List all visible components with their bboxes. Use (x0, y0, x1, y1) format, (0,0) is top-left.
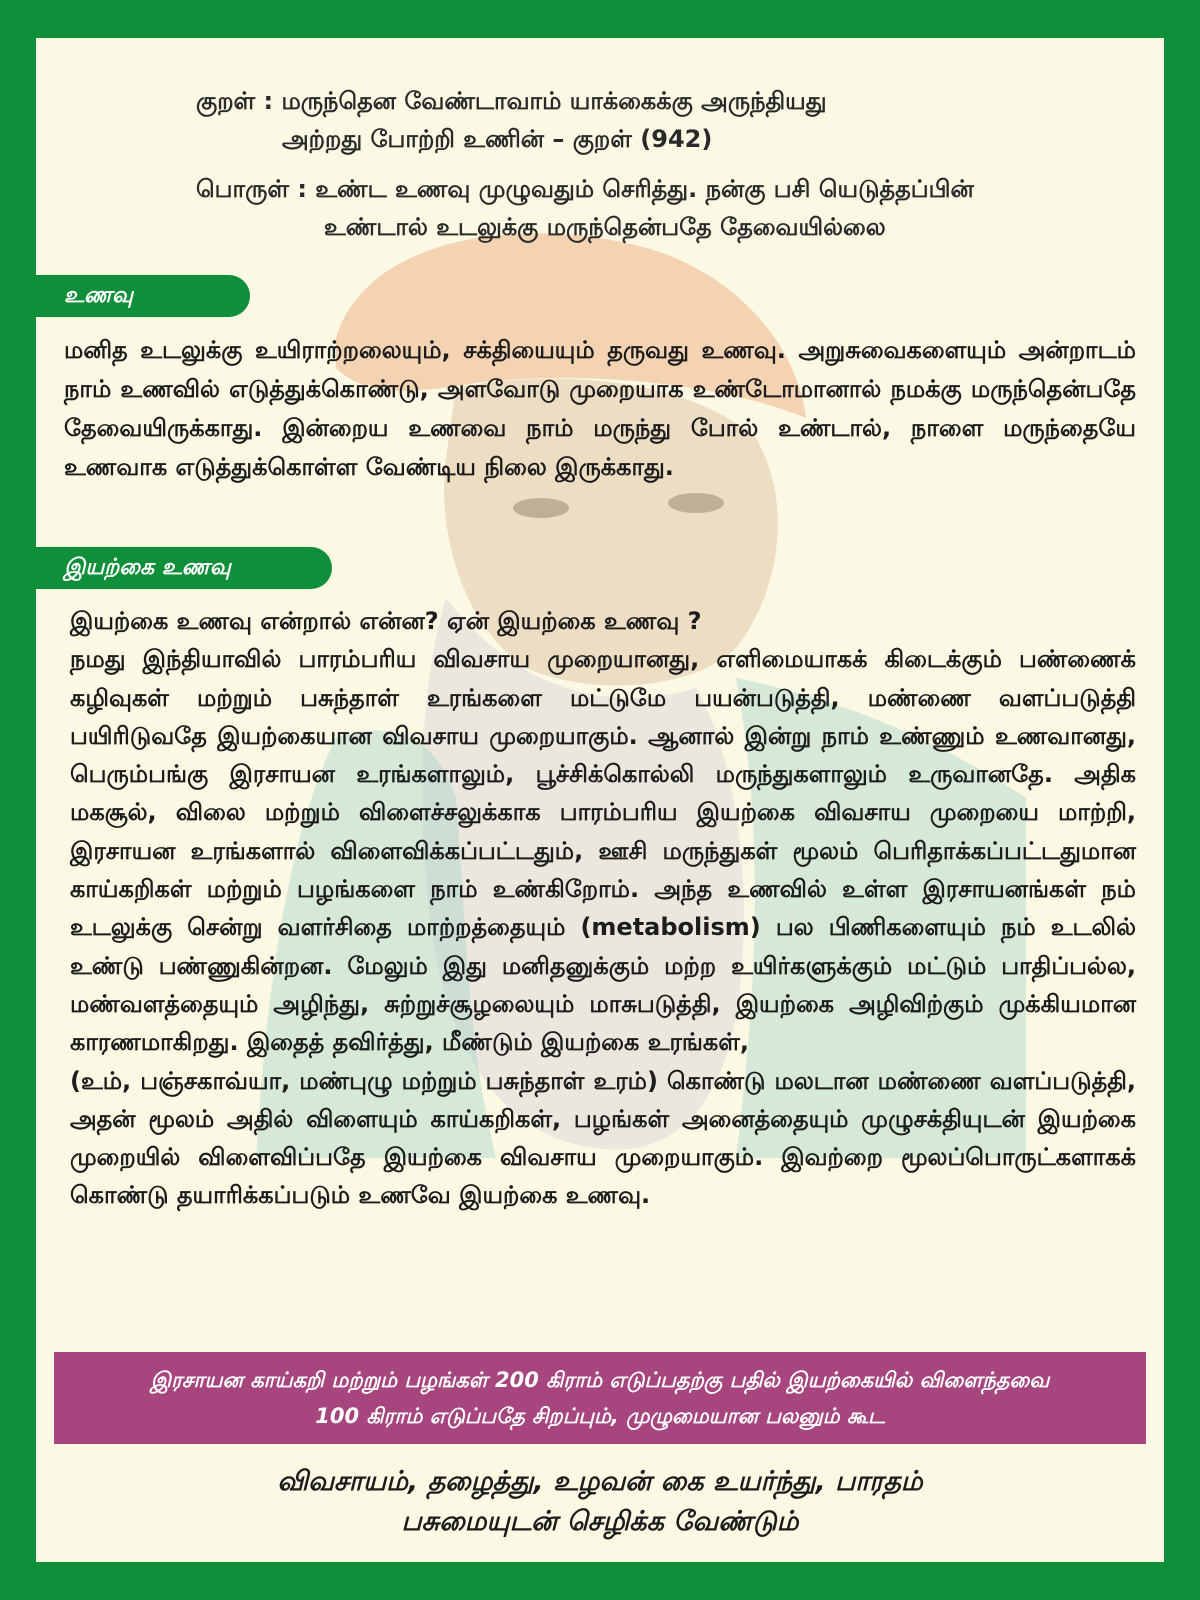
right-eye (668, 493, 724, 513)
kural-line-1: குறள் : மருந்தென வேண்டாவாம் யாக்கைக்கு அருந்தியது (196, 87, 827, 115)
section-tab-food: உணவு (36, 275, 250, 317)
porul-line-2: உண்டால் உடலுக்கு மருந்தென்பதே தேவையில்லை (324, 213, 886, 241)
left-eye (513, 498, 569, 518)
kural-verse (196, 82, 956, 158)
banner-line-2: 100 கிராம் எடுப்பதே சிறப்பும், முழுமையான பலனும் கூட (315, 1404, 885, 1428)
porul-meaning (196, 170, 1096, 246)
porul-line-1: பொருள் : உண்ட உணவு முழுவதும் செரித்து. நன்கு பசி யெடுத்தப்பின் (196, 175, 974, 203)
highlight-banner (54, 1352, 1146, 1444)
footer-line-2: பசுமையுடன் செழிக்க வேண்டும் (401, 1506, 799, 1537)
banner-line-1: இரசாயன காய்கறி மற்றும் பழங்கள் 200 கிராம் எடுப்பதற்கு பதில் இயற்கையில் விளைந்தவை (150, 1368, 1050, 1392)
natural-food-question: இயற்கை உணவு என்றால் என்ன? ஏன் இயற்கை உணவு ? (70, 607, 702, 635)
footer-line-1: விவசாயம், தழைத்து, உழவன் கை உயர்ந்து, பாரதம் (277, 1466, 923, 1497)
footer-slogan (36, 1462, 1164, 1542)
natural-food-paragraph (70, 602, 1136, 1215)
natural-food-body: நமது இந்தியாவில் பாரம்பரிய விவசாய முறையானது, எளிமையாகக் கிடைக்கும் பண்ணைக் கழிவுகள் மற்றும் பசுந்தாள் உரங்களை மட்டுமே பயன்படுத்தி, மண்ணை வளப்படுத்தி பயிரிடுவதே இயற்கையான விவசாய முறையாகும். ஆனால் இன்று நாம் உண்ணும் உணவானது, பெரும்பங்கு இரசாயன உரங்களாலும், பூச்சிக்கொல்லி மருந்துகளாலும் உருவானதே. அதிக மகசூல், விலை மற்றும் விளைச்சலுக்காக பாரம்பரிய இயற்கை விவசாய முறையை மாற்றி, இரசாயன உரங்களால் விளைவிக்கப்பட்டதும், ஊசி மருந்துகள் மூலம் பெரிதாக்கப்பட்டதுமான காய்கறிகள் மற்றும் பழங்களை நாம் உண்கிறோம். அந்த உணவில் உள்ள இரசாயனங்கள் நம் உடலுக்கு சென்று வளர்சிதை மாற்றத்தையும் (metabolism) பல பிணிகளையும் நம் உடலில் உண்டு பண்ணுகின்றன. மேலும் இது மனிதனுக்கும் மற்ற உயிர்களுக்கும் மட்டும் பாதிப்பல்ல, மண்வளத்தையும் அழிந்து, சுற்றுச்சூழலையும் மாசுபடுத்தி, இயற்கை அழிவிற்கும் முக்கியமான காரணமாகிறது. இதைத் தவிர்த்து, மீண்டும் இயற்கை உரங்கள், (70, 645, 1136, 1057)
page-content-area (36, 38, 1164, 1562)
natural-food-body-2: (உம், பஞ்சகாவ்யா, மண்புழு மற்றும் பசுந்தாள் உரம்) கொண்டு மலடான மண்ணை வளப்படுத்தி, அதன் மூலம் அதில் விளையும் காய்கறிகள், பழங்கள் அனைத்தையும் முழுசக்தியுடன் இயற்கை முறையில் விளைவிப்பதே இயற்கை விவசாய முறையாகும். இவற்றை மூலப்பொருட்களாகக் கொண்டு தயாரிக்கப்படும் உணவே இயற்கை உணவு. (70, 1066, 1136, 1210)
food-paragraph: மனித உடலுக்கு உயிராற்றலையும், சக்தியையும் தருவது உணவு. அறுசுவைகளையும் அன்றாடம் நாம் உணவில் எடுத்துக்கொண்டு, அளவோடு முறையாக உண்டோமானால் நமக்கு மருந்தென்பதே தேவையிருக்காது. இன்றைய உணவை நாம் மருந்து போல் உண்டால், நாளை மருந்தையே உணவாக எடுத்துக்கொள்ள வேண்டிய நிலை இருக்காது. (64, 336, 1136, 481)
kural-line-2: அற்றது போற்றி உணின் – குறள் (942) (282, 125, 713, 153)
section-tab-natural-food: இயற்கை உணவு (36, 547, 332, 589)
